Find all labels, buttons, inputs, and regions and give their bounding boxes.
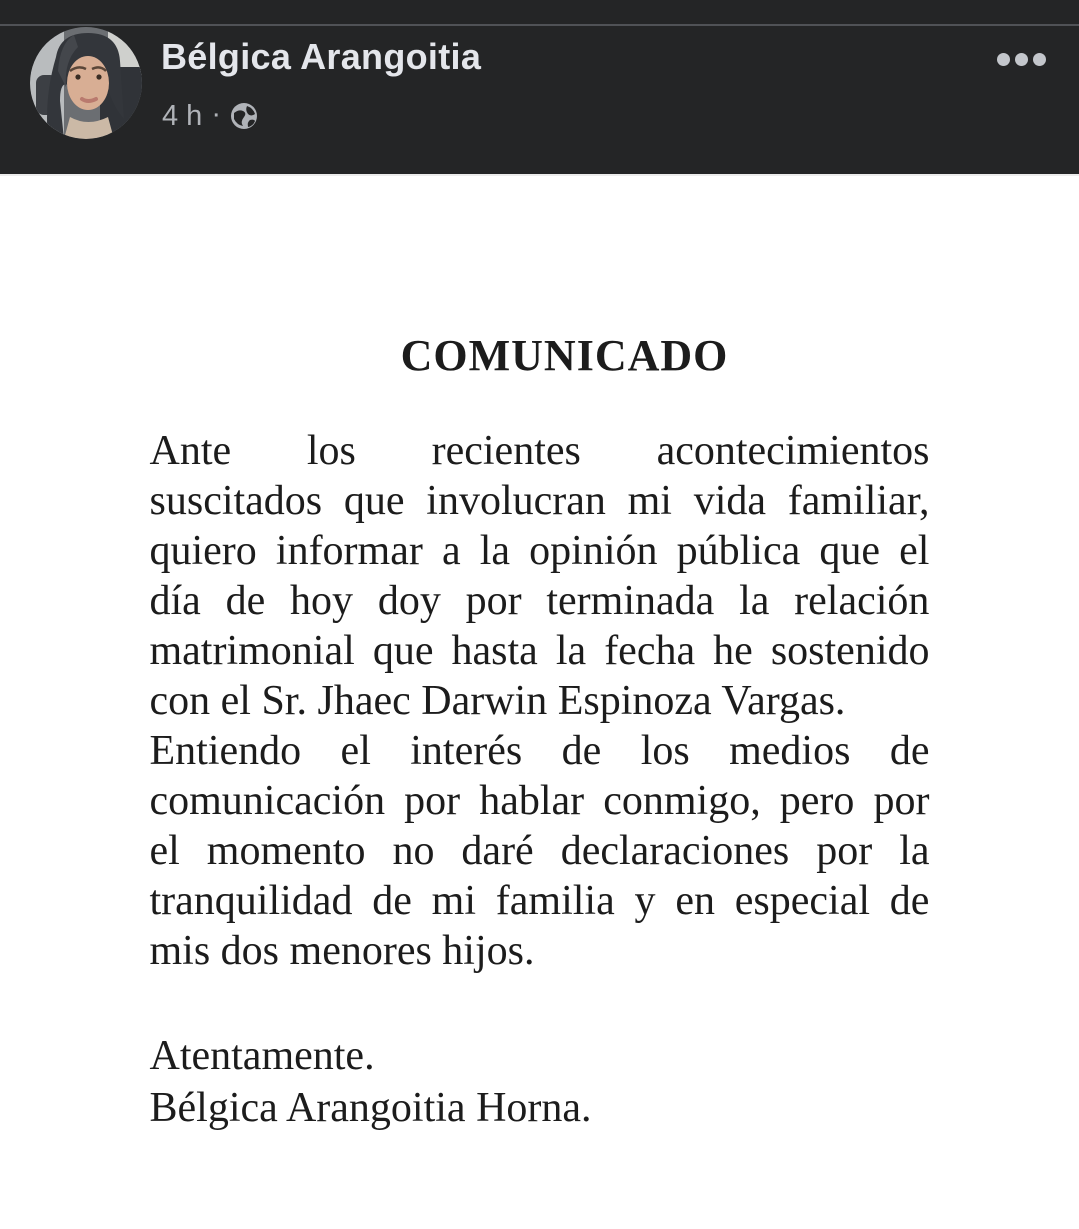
document-text-line: mis dos menores hijos. xyxy=(149,928,535,974)
menu-dot xyxy=(1033,53,1046,66)
document-text-line: comunicación por hablar conmigo, pero por xyxy=(149,778,930,824)
document-text-line: Entiendo el interés de los medios de xyxy=(149,728,930,774)
menu-dot xyxy=(1015,53,1028,66)
document-text-line: quiero informar a la opinión pública que el xyxy=(149,528,930,574)
document-text-line: suscitados que involucran mi vida familiar, xyxy=(149,478,930,524)
profile-photo-image xyxy=(30,27,142,139)
meta-separator: · xyxy=(211,98,221,130)
document-text-line: matrimonial que hasta la fecha he sostenido xyxy=(149,628,930,674)
document-text-line: el momento no daré declaraciones por la xyxy=(149,828,930,874)
document-text-line: tranquilidad de mi familia y en especial de xyxy=(149,878,930,924)
document-text-line: con el Sr. Jhaec Darwin Espinoza Vargas. xyxy=(149,678,846,724)
post-meta xyxy=(162,99,258,133)
document-text-line: Ante los recientes acontecimientos xyxy=(149,428,930,474)
three-dots-menu-icon[interactable] xyxy=(993,49,1050,70)
menu-dot xyxy=(997,53,1010,66)
document-text-line: día de hoy doy por terminada la relación xyxy=(149,578,930,624)
document-title: COMUNICADO xyxy=(400,331,729,380)
post-header xyxy=(0,0,1079,174)
document-text-line: Atentamente. xyxy=(149,1033,375,1079)
document-closing xyxy=(150,1030,930,1134)
document-text-line: Bélgica Arangoitia Horna. xyxy=(149,1085,592,1131)
statement-document-image[interactable] xyxy=(0,174,1079,1229)
document-body xyxy=(150,426,930,976)
header-divider xyxy=(0,24,1079,26)
timestamp[interactable]: 4 h xyxy=(162,100,203,132)
author-name[interactable]: Bélgica Arangoitia xyxy=(161,36,482,77)
profile-photo[interactable] xyxy=(30,27,142,139)
globe-icon xyxy=(230,102,258,130)
